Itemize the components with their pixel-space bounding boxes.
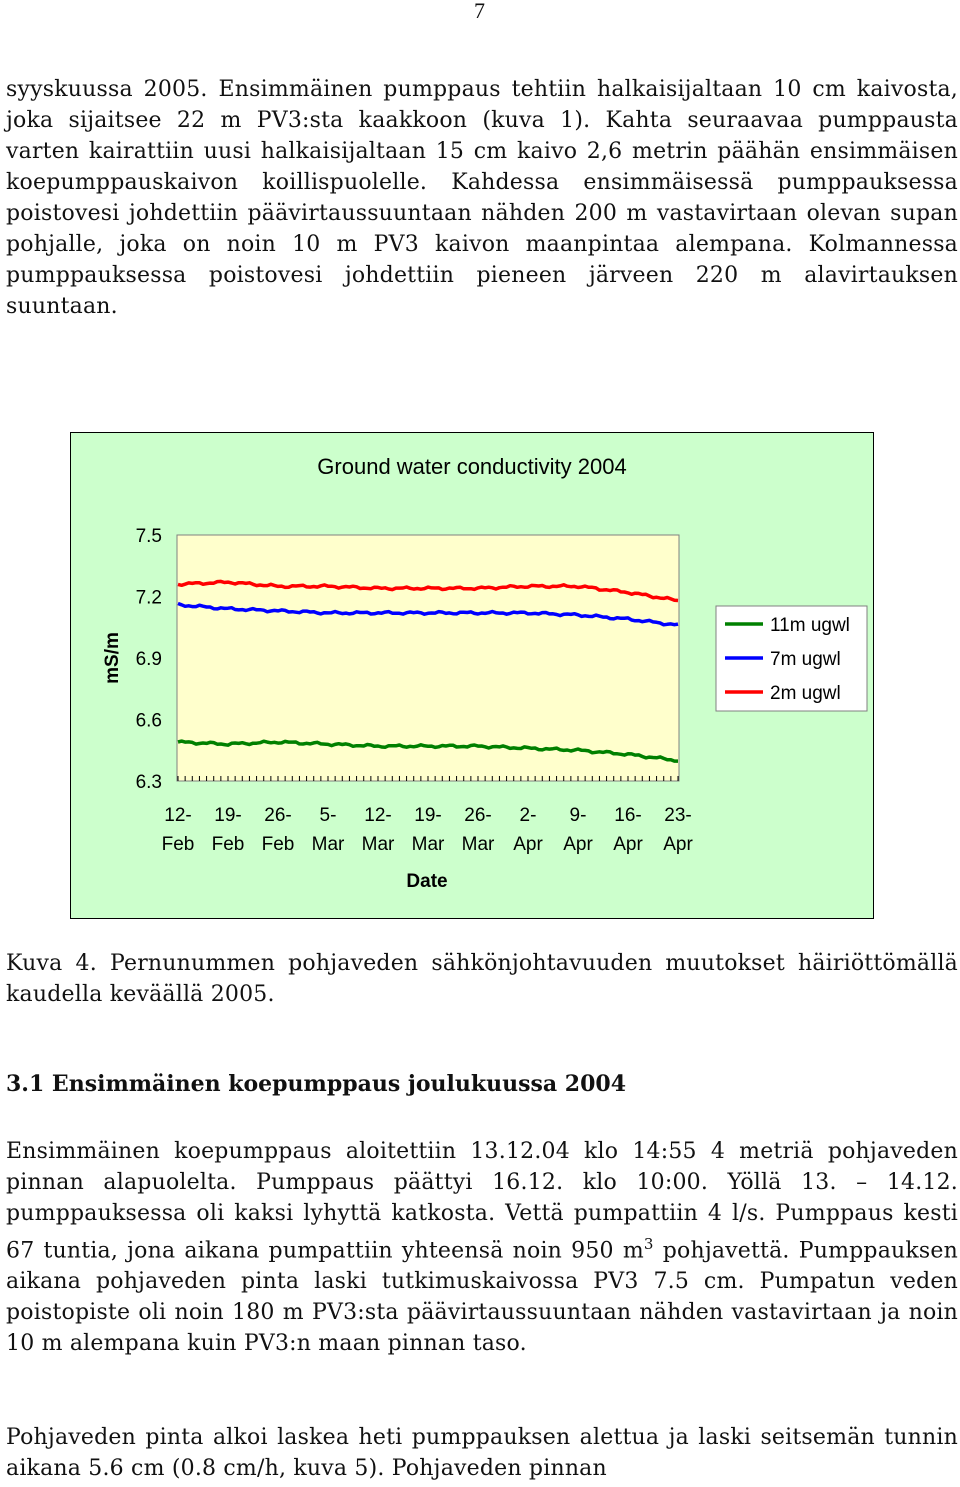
x-tick-label-day: 5- xyxy=(319,805,337,826)
x-tick-label-day: 2- xyxy=(519,805,537,826)
x-tick-label-month: Mar xyxy=(411,834,445,855)
x-tick-label-month: Mar xyxy=(361,834,395,855)
legend-label: 11m ugwl xyxy=(770,615,850,636)
page-number: 7 xyxy=(474,0,485,23)
section-heading: 3.1 Ensimmäinen koepumppaus joulukuussa 2004 xyxy=(6,1071,627,1097)
x-tick-label-month: Feb xyxy=(261,834,295,855)
body-paragraph-1-part-b: pohjavettä. Pumppauksen aikana pohjaveden pinta laski tutkimuskaivossa PV3 7.5 cm. Pumpatun veden poistopiste oli noin 180 m PV3:sta päävirtaussuuntaan nähden vastavirtaan ja noin 10 m alempana kuin PV3:n maan pinnan taso. xyxy=(6,1238,958,1357)
x-tick-label-month: Apr xyxy=(513,834,543,855)
body-paragraph-2: Pohjaveden pinta alkoi laskea heti pumppauksen alettua ja laski seitsemän tunnin aikana 5.6 cm (0.8 cm/h, kuva 5). Pohjaveden pinnan xyxy=(6,1425,958,1481)
y-tick-label: 6.9 xyxy=(135,649,162,670)
x-tick-label-month: Mar xyxy=(311,834,345,855)
x-tick-label-day: 9- xyxy=(569,805,587,826)
legend-label: 7m ugwl xyxy=(770,649,841,670)
x-axis-label: Date xyxy=(406,871,448,892)
body-paragraph-1 xyxy=(6,1136,958,1359)
conductivity-chart-figure xyxy=(70,432,874,919)
x-tick-label-month: Apr xyxy=(663,834,693,855)
x-tick-label-day: 19- xyxy=(414,805,442,826)
x-tick-label-month: Mar xyxy=(461,834,495,855)
x-tick-label-month: Apr xyxy=(613,834,643,855)
intro-paragraph: syyskuussa 2005. Ensimmäinen pumppaus tehtiin halkaisijaltaan 10 cm kaivosta, joka sijaitsee 22 m PV3:sta kaakkoon (kuva 1). Kahta seuraavaa pumppausta varten kairattiin uusi halkaisijaltaan 15 cm kaivo 2,6 metrin päähän ensimmäisen koepumppauskaivon koillispuolelle. Kahdessa ensimmäisessä pumppauksessa poistovesi johdettiin päävirtaussuuntaan nähden 200 m vastavirtaan olevan supan pohjalle, joka on noin 10 m PV3 kaivon maanpintaa alempana. Kolmannessa pumppauksessa poistovesi johdettiin pieneen järveen 220 m alavirtauksen suuntaan. xyxy=(6,77,958,319)
x-tick-label-day: 12- xyxy=(364,805,392,826)
x-tick-label-day: 26- xyxy=(464,805,492,826)
y-tick-label: 7.5 xyxy=(135,526,162,547)
x-tick-label-month: Apr xyxy=(563,834,593,855)
x-tick-label-month: Feb xyxy=(161,834,195,855)
chart-title: Ground water conductivity 2004 xyxy=(317,454,627,479)
legend-label: 2m ugwl xyxy=(770,683,841,704)
x-tick-label-day: 26- xyxy=(264,805,292,826)
y-tick-label: 6.3 xyxy=(135,772,162,793)
y-axis-label: mS/m xyxy=(102,632,123,684)
superscript-cubic: 3 xyxy=(643,1235,654,1253)
x-tick-label-day: 16- xyxy=(614,805,642,826)
x-tick-label-day: 19- xyxy=(214,805,242,826)
body-paragraph-1-part-a: Ensimmäinen koepumppaus aloitettiin 13.12.04 klo 14:55 4 metriä pohjaveden pinnan alapuolelta. Pumppaus päättyi 16.12. klo 10:00. Yöllä 13. – 14.12. pumppauksessa oli kaksi lyhyttä katkosta. Vettä pumpattiin 4 l/s. Pumppaus kesti 67 tuntia, jona aikana pumpattiin yhteensä noin 950 m xyxy=(6,1139,958,1264)
y-tick-label: 6.6 xyxy=(135,710,162,732)
figure-caption: Kuva 4. Pernunummen pohjaveden sähkönjohtavuuden muutokset häiriöttömällä kaudella keväällä 2005. xyxy=(6,951,958,1007)
x-tick-label-day: 23- xyxy=(664,805,692,826)
x-tick-label-day: 12- xyxy=(164,805,192,826)
conductivity-chart xyxy=(70,432,874,919)
y-tick-label: 7.2 xyxy=(135,587,162,609)
x-tick-label-month: Feb xyxy=(211,834,245,855)
chart-legend xyxy=(716,606,867,711)
